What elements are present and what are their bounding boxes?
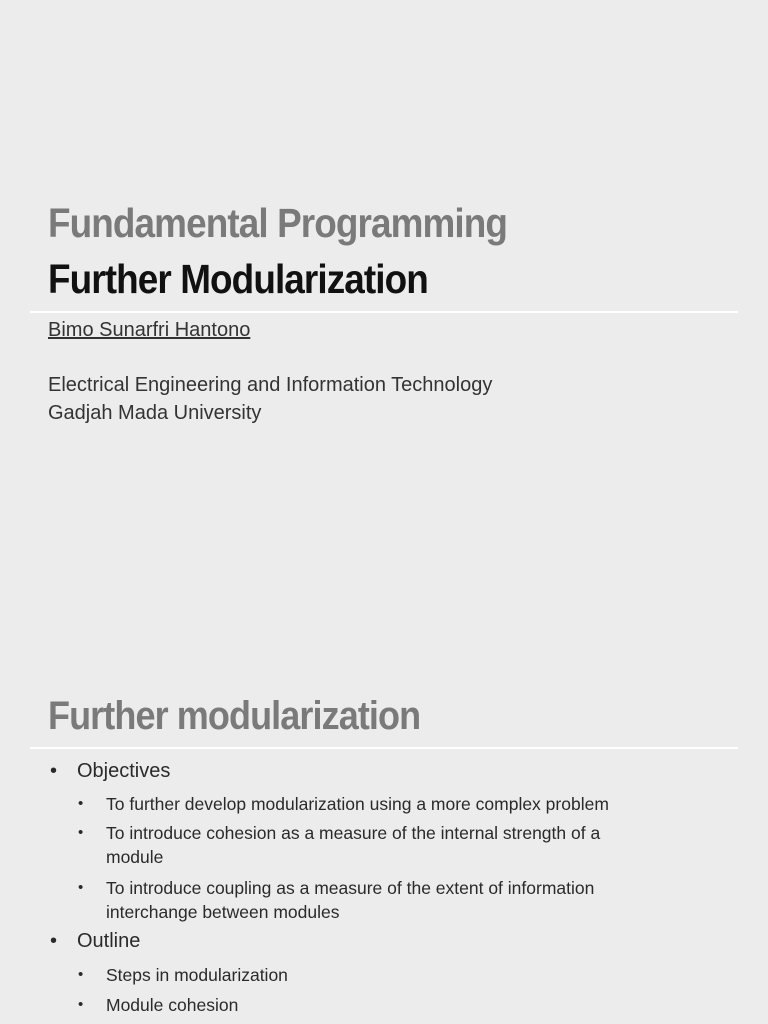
bullet-icon: • [78,996,84,1013]
list-item-text: Steps in modularization [106,965,288,985]
list-item-text: Module cohesion [106,995,239,1015]
heading-divider [30,747,738,749]
slide-heading: Further modularization [48,694,421,738]
list-item-label: Outline [77,930,141,952]
author-link[interactable]: Bimo Sunarfri Hantono [48,319,251,341]
bullet-icon: • [78,879,84,896]
list-item-label: Objectives [77,760,171,782]
list-item-text: To introduce coupling as a measure of the extent of information [106,878,595,898]
bullet-icon: • [50,930,58,952]
department-text: Electrical Engineering and Information Technology [48,374,493,396]
bullet-icon: • [50,760,58,782]
course-title: Fundamental Programming [48,200,508,246]
list-item-text: To further develop modularization using a more complex problem [106,794,609,814]
list-item-text: To introduce cohesion as a measure of the internal strength of a [106,823,601,843]
bullet-icon: • [78,824,84,841]
lecture-title: Further Modularization [48,256,428,302]
university-text: Gadjah Mada University [48,402,262,424]
list-item-text-continued: interchange between modules [106,902,340,922]
title-divider [30,311,738,313]
content-slide [0,640,768,1024]
list-item-text-continued: module [106,847,164,867]
bullet-icon: • [78,795,84,812]
bullet-icon: • [78,966,84,983]
